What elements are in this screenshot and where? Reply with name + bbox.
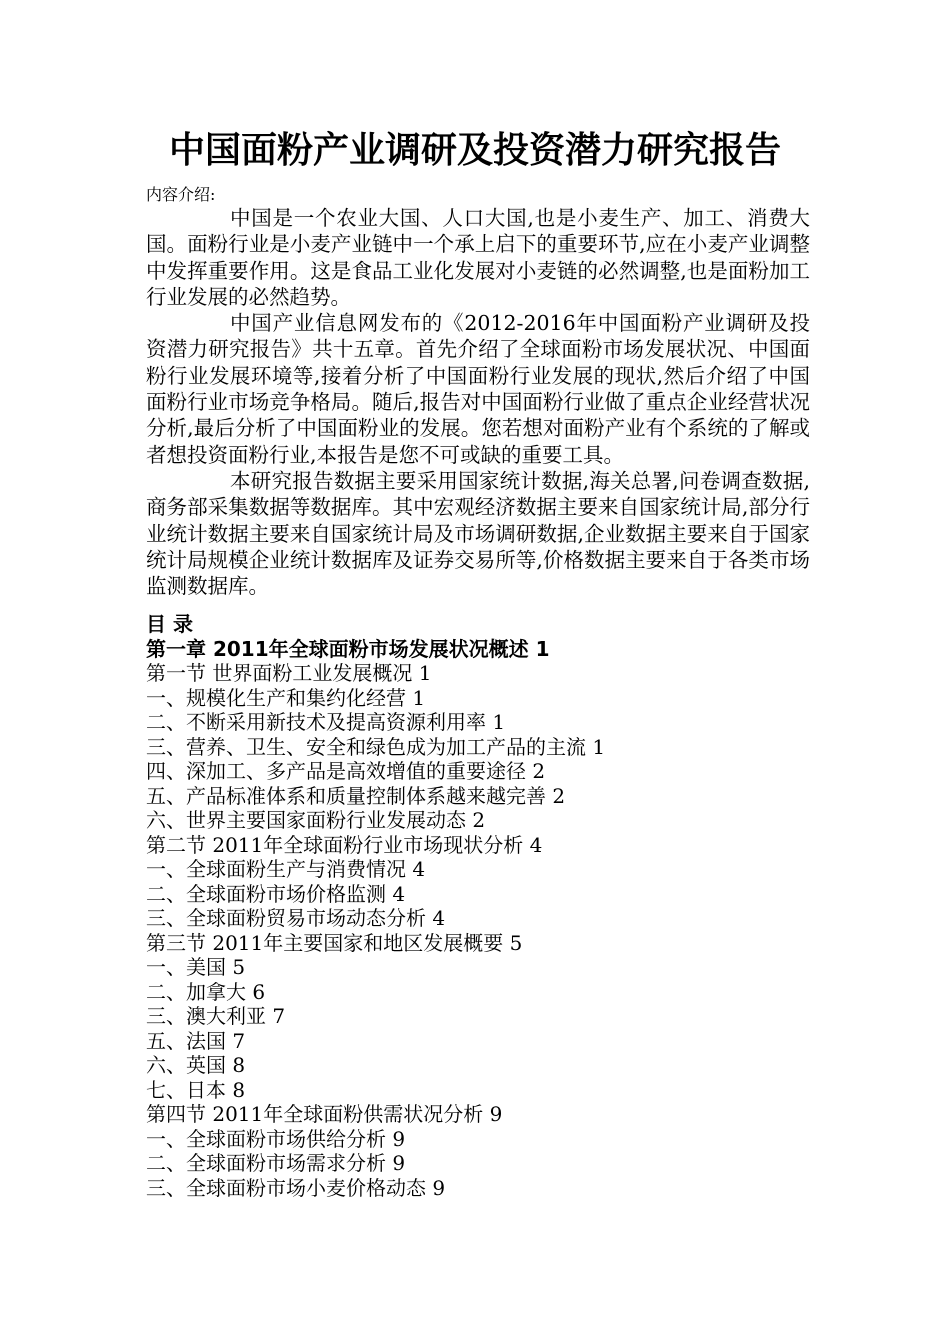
- toc-item: 三、全球面粉市场小麦价格动态 9: [146, 1175, 446, 1200]
- toc-item: 二、不断采用新技术及提高资源利用率 1: [146, 710, 506, 734]
- toc-item: 一、规模化生产和集约化经营 1: [146, 685, 426, 710]
- toc-item: 三、澳大利亚 7: [146, 1004, 286, 1028]
- toc-item: 二、全球面粉市场需求分析 9: [146, 1151, 406, 1175]
- intro-paragraph: 中国是一个农业大国、人口大国,也是小麦生产、加工、消费大国。面粉行业是小麦产业链中一个承上启下的重要环节,应在小麦产业调整中发挥重要作用。这是食品工业化发展对小麦链的必然调整,也是面粉加工行业发展的必然趋势。: [146, 206, 810, 309]
- toc-item: 第四节 2011年全球面粉供需状况分析 9: [146, 1102, 503, 1126]
- toc-item: 三、全球面粉贸易市场动态分析 4: [146, 906, 446, 930]
- toc-item: 三、营养、卫生、安全和绿色成为加工产品的主流 1: [146, 734, 606, 759]
- toc-item: 七、日本 8: [146, 1077, 246, 1102]
- toc-item: 二、加拿大 6: [146, 979, 266, 1004]
- toc-item: 六、世界主要国家面粉行业发展动态 2: [146, 808, 486, 832]
- toc-item: 六、英国 8: [146, 1053, 246, 1077]
- intro-paragraph: 本研究报告数据主要采用国家统计数据,海关总署,问卷调查数据,商务部采集数据等数据库。其中宏观经济数据主要来自国家统计局,部分行业统计数据主要来自国家统计局及市场调研数据,企业数据主要来自于国家统计局规模企业统计数据库及证券交易所等,价格数据主要来自于各类市场监测数据库。: [146, 468, 810, 599]
- toc-item: 第一节 世界面粉工业发展概况 1: [146, 661, 432, 685]
- toc-heading: 目 录: [146, 612, 193, 636]
- toc-item: 四、深加工、多产品是高效增值的重要途径 2: [146, 759, 546, 783]
- toc-item: 二、全球面粉市场价格监测 4: [146, 881, 406, 906]
- toc-item: 一、美国 5: [146, 955, 246, 979]
- toc-chapter: 第一章 2011年全球面粉市场发展状况概述 1: [146, 636, 550, 661]
- toc-item: 五、产品标准体系和质量控制体系越来越完善 2: [146, 783, 566, 808]
- intro-body: [146, 205, 810, 599]
- toc-item: 一、全球面粉市场供给分析 9: [146, 1126, 406, 1151]
- toc-item: 一、全球面粉生产与消费情况 4: [146, 857, 426, 881]
- toc-item: 第三节 2011年主要国家和地区发展概要 5: [146, 930, 523, 955]
- toc-item: 第二节 2011年全球面粉行业市场现状分析 4: [146, 832, 543, 857]
- intro-paragraph: 中国产业信息网发布的《2012-2016年中国面粉产业调研及投资潜力研究报告》共十五章。首先介绍了全球面粉市场发展状况、中国面粉行业发展环境等,接着分析了中国面粉行业发展的现状,然后介绍了中国面粉行业市场竞争格局。随后,报告对中国面粉行业做了重点企业经营状况分析,最后分析了中国面粉业的发展。您若想对面粉产业有个系统的了解或者想投资面粉行业,本报告是您不可或缺的重要工具。: [146, 311, 810, 467]
- table-of-contents: [146, 612, 826, 1200]
- document-title: 中国面粉产业调研及投资潜力研究报告: [168, 130, 781, 171]
- toc-item: 五、法国 7: [146, 1028, 246, 1053]
- intro-label: 内容介绍:: [146, 185, 216, 204]
